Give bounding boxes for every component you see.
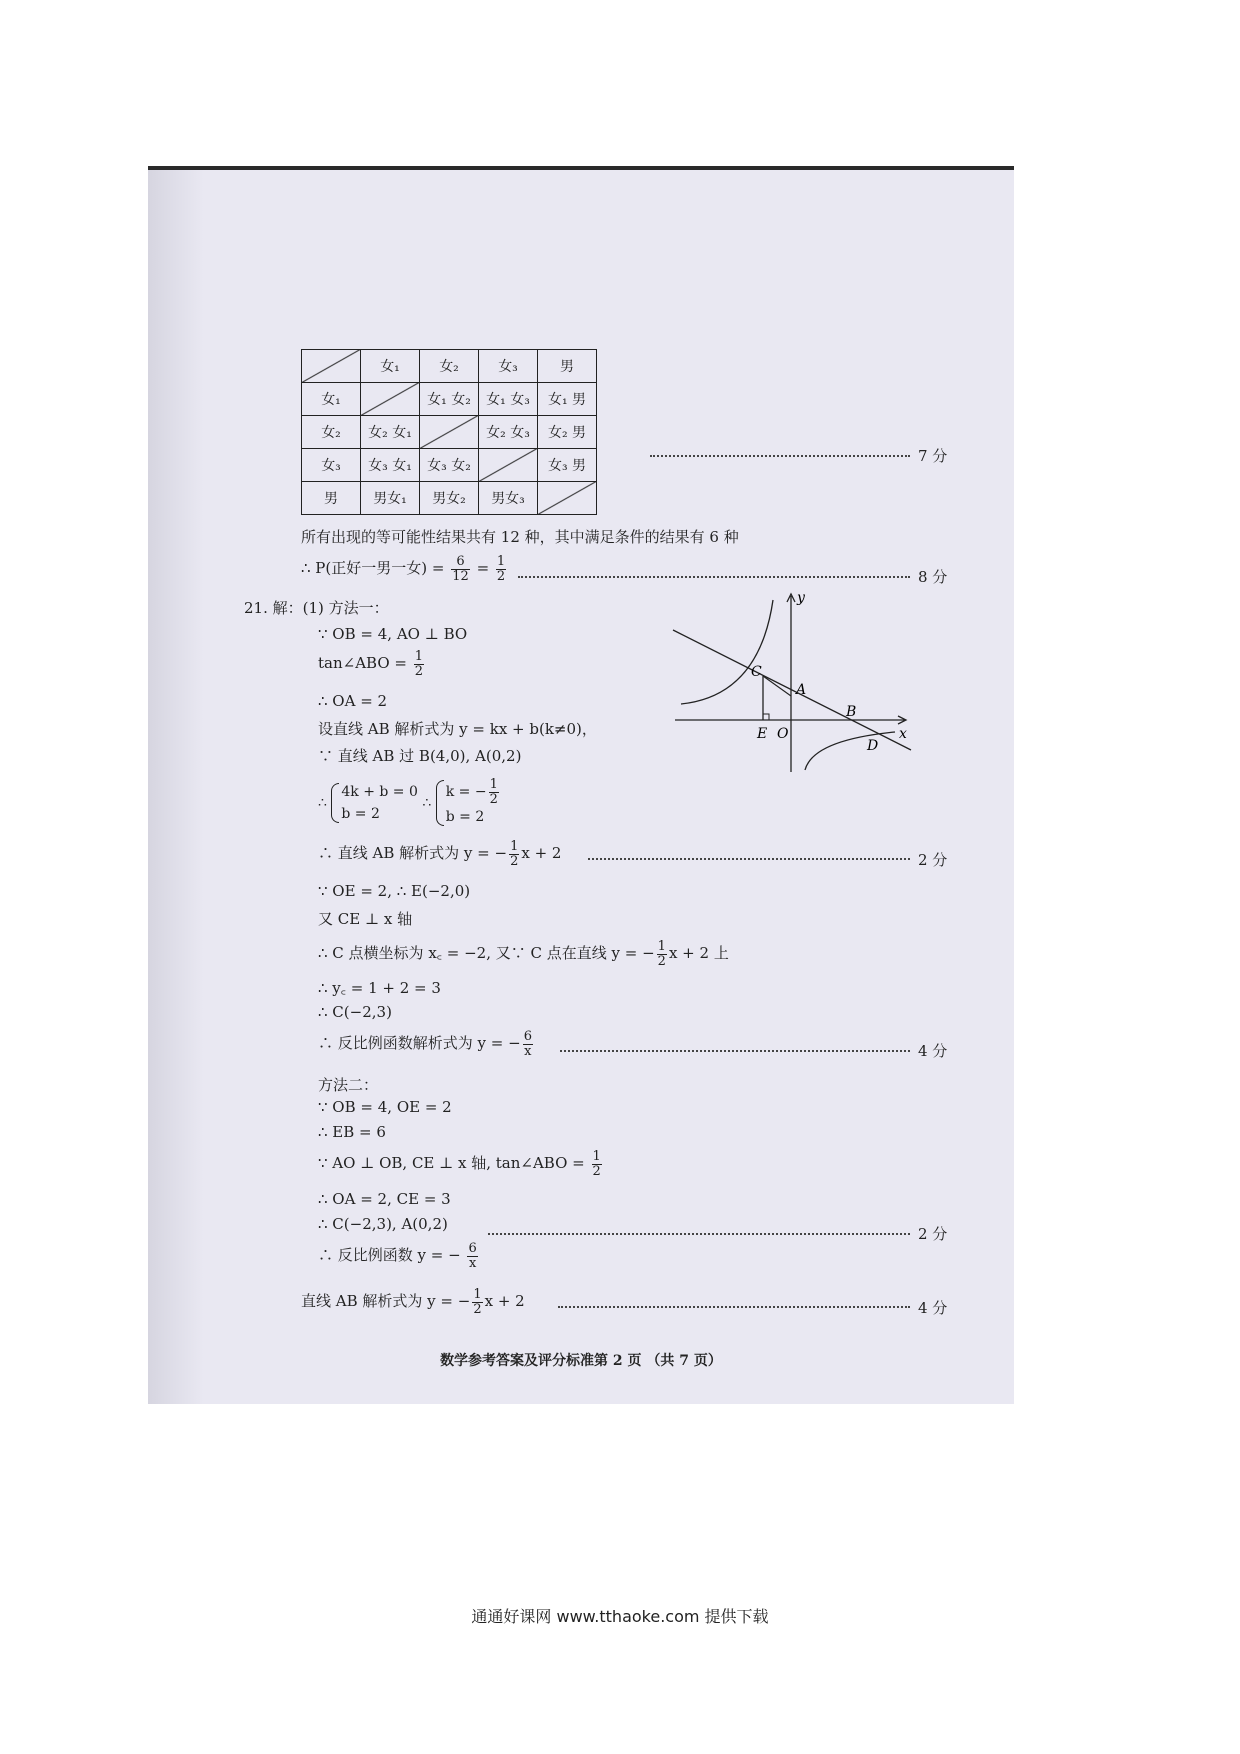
fraction bbox=[657, 940, 667, 968]
solution-line bbox=[318, 840, 561, 868]
probability-prefix: ∴ P(正好一男一女) = bbox=[301, 559, 445, 578]
fraction bbox=[592, 1150, 602, 1178]
dotted-leader bbox=[488, 1233, 910, 1235]
fraction bbox=[467, 1242, 477, 1270]
fraction-denominator: 2 bbox=[657, 953, 666, 969]
fraction bbox=[472, 1288, 482, 1316]
fraction-denominator: x bbox=[468, 1255, 477, 1271]
equals-sign: = bbox=[476, 559, 490, 578]
page-footer: 数学参考答案及评分标准第 2 页 （共 7 页） bbox=[440, 1353, 722, 1369]
fraction bbox=[509, 840, 519, 868]
label-e: E bbox=[757, 726, 768, 742]
label-a: A bbox=[796, 682, 807, 698]
table-row bbox=[302, 383, 597, 416]
fraction bbox=[523, 1030, 533, 1058]
table-row bbox=[302, 350, 597, 383]
line-text: x + 2 上 bbox=[668, 944, 729, 963]
table-header-cell: 女₁ bbox=[361, 350, 420, 383]
question-21-heading: 21. 解：(1) 方法一： bbox=[244, 599, 389, 617]
fraction-numerator: 1 bbox=[473, 1287, 482, 1302]
fraction-denominator: 2 bbox=[473, 1301, 482, 1317]
fraction-numerator: 6 bbox=[451, 555, 470, 570]
dotted-leader bbox=[518, 576, 910, 578]
line-text: ∴ 反比例函数解析式为 y = − bbox=[318, 1034, 521, 1053]
fraction bbox=[489, 778, 499, 806]
table-diagonal-cell bbox=[479, 449, 538, 482]
table-diagonal-cell bbox=[420, 416, 479, 449]
fraction-denominator: 2 bbox=[592, 1163, 601, 1179]
line-text: ∴ 反比例函数 y = − bbox=[318, 1246, 461, 1265]
fraction-denominator: 2 bbox=[496, 568, 506, 584]
table-row bbox=[302, 449, 597, 482]
table-cell: 女₂ 女₃ bbox=[479, 416, 538, 449]
line-text: x + 2 bbox=[521, 844, 562, 863]
label-y: y bbox=[797, 590, 805, 606]
table-diagonal-cell bbox=[538, 482, 597, 515]
solution-line: ∵ OE = 2, ∴ E(−2,0) bbox=[318, 882, 471, 900]
dotted-leader bbox=[588, 858, 910, 860]
site-footer: 通通好课网 www.tthaoke.com 提供下载 bbox=[471, 1607, 769, 1626]
right-angle-mark bbox=[763, 714, 769, 720]
solution-line: ∴ C(−2,3) bbox=[318, 1003, 392, 1021]
table-cell: 女₁ 女₃ bbox=[479, 383, 538, 416]
solution-line bbox=[318, 650, 426, 678]
equation-system bbox=[318, 778, 501, 828]
table-cell: 女₂ 女₁ bbox=[361, 416, 420, 449]
solution-line bbox=[318, 940, 729, 968]
fraction-numerator: 6 bbox=[468, 1241, 477, 1256]
table-cell: 女₂ bbox=[302, 416, 361, 449]
label-x: x bbox=[899, 726, 907, 742]
table-cell: 男女₃ bbox=[479, 482, 538, 515]
equation-text: k = − bbox=[445, 784, 487, 801]
solution-line: ∴ OA = 2, CE = 3 bbox=[318, 1190, 451, 1208]
system-equation: b = 2 bbox=[341, 806, 380, 823]
system-equation bbox=[446, 778, 501, 806]
line-text: 直线 AB 解析式为 y = − bbox=[301, 1292, 471, 1311]
dotted-leader bbox=[560, 1050, 910, 1052]
solution-line: ∴ OA = 2 bbox=[318, 692, 388, 710]
system-equation: b = 2 bbox=[445, 809, 485, 826]
solution-line bbox=[318, 1030, 535, 1058]
fraction-numerator: 1 bbox=[489, 777, 498, 792]
fraction-denominator: 2 bbox=[414, 663, 424, 679]
fraction-denominator: 2 bbox=[489, 791, 498, 807]
line-text: ∴ 直线 AB 解析式为 y = − bbox=[318, 844, 508, 863]
fraction bbox=[451, 555, 470, 583]
therefore-symbol: ∴ bbox=[318, 795, 327, 812]
fraction-denominator: x bbox=[524, 1043, 532, 1059]
table-row bbox=[302, 482, 597, 515]
score-label: 7 分 bbox=[918, 447, 948, 465]
segment-ca bbox=[763, 676, 791, 696]
fraction bbox=[414, 650, 424, 678]
table-row bbox=[302, 416, 597, 449]
label-c: C bbox=[751, 664, 762, 680]
solution-line bbox=[318, 1242, 480, 1270]
table-cell: 女₃ 男 bbox=[538, 449, 597, 482]
hyperbola-branch-lower bbox=[805, 732, 895, 770]
label-d: D bbox=[867, 738, 879, 754]
system-brace bbox=[436, 778, 501, 828]
table-cell: 女₁ bbox=[302, 383, 361, 416]
line-ab bbox=[673, 630, 911, 750]
scanned-page bbox=[148, 166, 1014, 1404]
coordinate-graph bbox=[663, 590, 913, 775]
fraction-numerator: 6 bbox=[523, 1029, 532, 1044]
fraction-numerator: 1 bbox=[496, 554, 506, 569]
dotted-leader bbox=[650, 455, 910, 457]
solution-line: ∴ EB = 6 bbox=[318, 1123, 386, 1141]
hyperbola-branch-upper bbox=[681, 600, 773, 704]
solution-line: ∵ OB = 4, OE = 2 bbox=[318, 1098, 452, 1116]
system-brace bbox=[331, 781, 418, 825]
line-text: ∴ C 点横坐标为 x꜀ = −2, 又∵ C 点在直线 y = − bbox=[318, 944, 655, 963]
outcome-table bbox=[301, 349, 597, 515]
table-cell: 男 bbox=[302, 482, 361, 515]
label-o: O bbox=[777, 726, 789, 742]
solution-line bbox=[301, 1288, 525, 1316]
solution-line: ∵ OB = 4, AO ⊥ BO bbox=[318, 625, 468, 643]
table-header-cell: 女₃ bbox=[479, 350, 538, 383]
fraction-numerator: 1 bbox=[657, 939, 666, 954]
fraction bbox=[496, 555, 506, 583]
solution-line bbox=[318, 1150, 604, 1178]
table-cell: 女₃ 女₂ bbox=[420, 449, 479, 482]
table-cell: 男女₁ bbox=[361, 482, 420, 515]
fraction-denominator: 2 bbox=[510, 853, 519, 869]
solution-line: ∵ 直线 AB 过 B(4,0), A(0,2) bbox=[318, 747, 522, 765]
line-text: tan∠ABO = bbox=[318, 654, 407, 673]
fraction-denominator: 12 bbox=[452, 568, 469, 584]
table-header-cell: 男 bbox=[538, 350, 597, 383]
table-header-cell: 女₂ bbox=[420, 350, 479, 383]
table-diagonal-cell bbox=[361, 383, 420, 416]
line-text: x + 2 bbox=[484, 1292, 525, 1311]
line-text: ∵ AO ⊥ OB, CE ⊥ x 轴, tan∠ABO = bbox=[318, 1154, 585, 1173]
table-corner-cell bbox=[302, 350, 361, 383]
scan-shadow bbox=[148, 170, 204, 1404]
fraction-numerator: 1 bbox=[592, 1149, 601, 1164]
solution-line: ∴ y꜀ = 1 + 2 = 3 bbox=[318, 979, 441, 997]
table-cell: 女₃ bbox=[302, 449, 361, 482]
table-cell: 女₃ 女₁ bbox=[361, 449, 420, 482]
score-label: 2 分 bbox=[918, 851, 948, 869]
score-label: 2 分 bbox=[918, 1225, 948, 1243]
label-b: B bbox=[846, 704, 857, 720]
outcomes-sentence: 所有出现的等可能性结果共有 12 种，其中满足条件的结果有 6 种 bbox=[301, 528, 739, 546]
table-cell: 女₁ 男 bbox=[538, 383, 597, 416]
score-label: 8 分 bbox=[918, 568, 948, 586]
table-cell: 男女₂ bbox=[420, 482, 479, 515]
dotted-leader bbox=[558, 1306, 910, 1308]
probability-line bbox=[301, 555, 508, 583]
method-two-heading: 方法二： bbox=[318, 1076, 379, 1094]
therefore-symbol: ∴ bbox=[422, 795, 432, 812]
table-cell: 女₂ 男 bbox=[538, 416, 597, 449]
solution-line: 设直线 AB 解析式为 y = kx + b(k≠0)， bbox=[318, 720, 597, 738]
system-equation: 4k + b = 0 bbox=[341, 784, 418, 801]
score-label: 4 分 bbox=[918, 1042, 948, 1060]
solution-line: 又 CE ⊥ x 轴 bbox=[318, 910, 413, 928]
solution-line: ∴ C(−2,3), A(0,2) bbox=[318, 1215, 448, 1233]
score-label: 4 分 bbox=[918, 1299, 948, 1317]
fraction-numerator: 1 bbox=[414, 649, 424, 664]
table-cell: 女₁ 女₂ bbox=[420, 383, 479, 416]
fraction-numerator: 1 bbox=[510, 839, 519, 854]
